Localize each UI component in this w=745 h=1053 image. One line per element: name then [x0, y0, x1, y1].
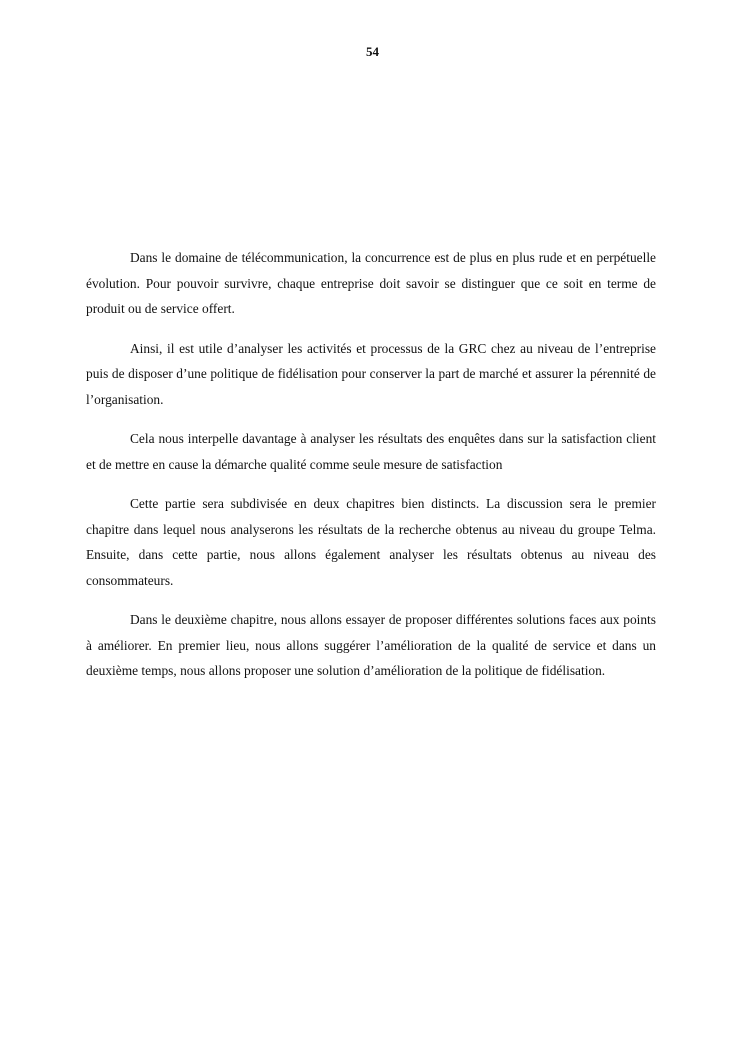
page-number: 54 — [366, 44, 379, 59]
paragraph-3: Cela nous interpelle davantage à analyser les résultats des enquêtes dans sur la satisfaction client et de mettre en cause la démarche qualité comme seule mesure de satisfaction — [86, 431, 656, 472]
paragraph-1: Dans le domaine de télécommunication, la concurrence est de plus en plus rude et en perpétuelle évolution. Pour pouvoir survivre, chaque entreprise doit savoir se distinguer que ce soit en terme de produit ou de service offert. — [86, 250, 656, 316]
body-text — [86, 245, 656, 698]
paragraph-4: Cette partie sera subdivisée en deux chapitres bien distincts. La discussion sera le premier chapitre dans lequel nous analyserons les résultats de la recherche obtenus au niveau du groupe Telma. Ensuite, dans cette partie, nous allons également analyser les résultats obtenus au niveau des consommateurs. — [86, 496, 656, 588]
paragraph-2: Ainsi, il est utile d’analyser les activités et processus de la GRC chez au niveau de l’entreprise puis de disposer d’une politique de fidélisation pour conserver la part de marché et assurer la pérennité de l’organisation. — [86, 340, 656, 407]
paragraph-5: Dans le deuxième chapitre, nous allons essayer de proposer différentes solutions faces aux points à améliorer. En premier lieu, nous allons suggérer l’amélioration de la qualité de service et dans un deuxième temps, nous allons proposer une solution d’amélioration de la politique de fidélisation. — [86, 612, 656, 678]
